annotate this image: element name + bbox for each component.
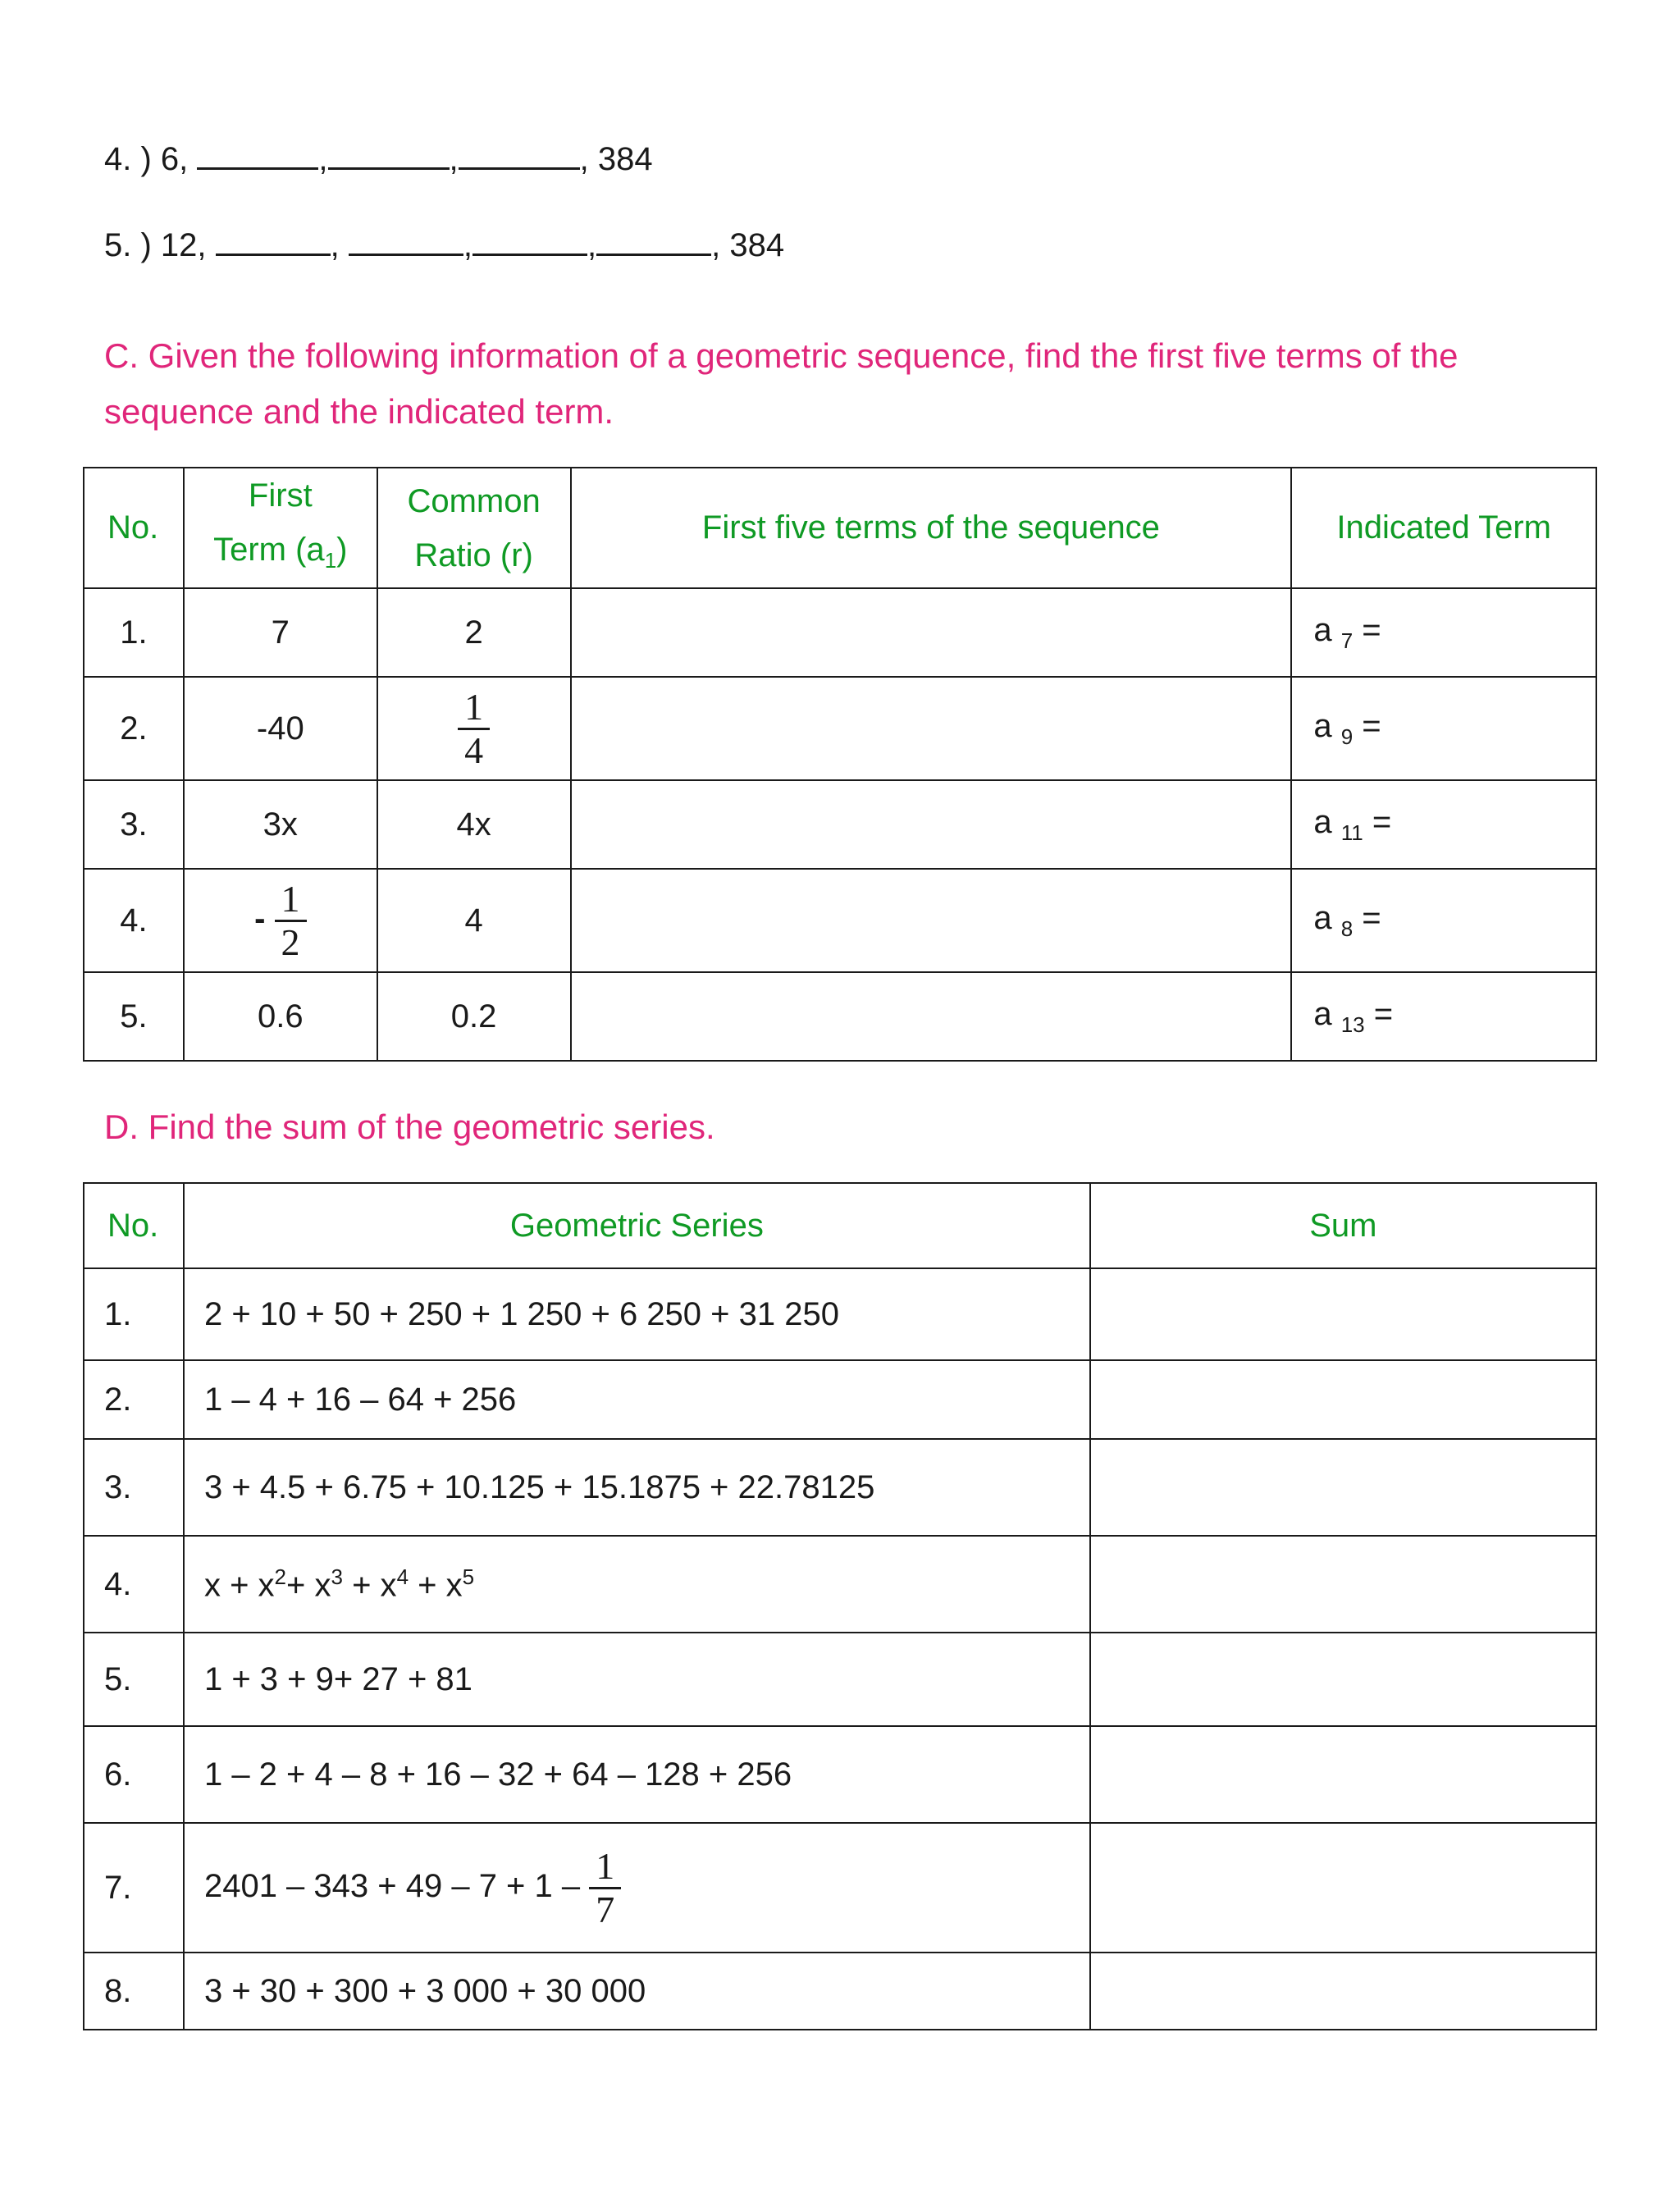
header-five-terms: First five terms of the sequence [571,468,1292,588]
series-expression: $x + x^2+ x^3 + x^4 + x^5$ [184,1536,1090,1633]
common-ratio: 4x [377,780,571,869]
table-row [84,1823,1596,1953]
series-expression: 2 + 10 + 50 + 250 + 1 250 + 6 250 + 31 250 [184,1268,1090,1360]
answer-blank[interactable] [216,226,331,256]
row-number: 5. [84,1633,184,1726]
common-ratio: 2 [377,588,571,677]
sum-answer[interactable] [1090,1633,1596,1726]
first-term: 7 [184,588,377,677]
item-number: 4. ) 6, [104,141,189,177]
series-table [83,1182,1597,2030]
series-expression: 1 – 2 + 4 – 8 + 16 – 32 + 64 – 128 + 256 [184,1726,1090,1823]
table-row [84,1439,1596,1536]
table-row [84,1360,1596,1439]
header-sum: Sum [1090,1183,1596,1268]
row-number: 7. [84,1823,184,1953]
table-row [84,1633,1596,1726]
indicated-term-cell[interactable]: a $_8$ = [1291,869,1596,972]
series-expression: 1 + 3 + 9+ 27 + 81 [184,1633,1090,1726]
table-row [84,869,1596,972]
sum-answer[interactable] [1090,1726,1596,1823]
table-row [84,588,1596,677]
header-series: Geometric Series [184,1183,1090,1268]
five-terms-answer[interactable] [571,588,1292,677]
answer-blank[interactable] [596,226,711,256]
fraction: $\frac{1}{7}$ [589,1846,621,1930]
last-term: 384 [597,141,653,177]
indicated-term-cell[interactable]: a $_9$ = [1291,677,1596,780]
section-d-heading: D. Find the sum of the geometric series. [104,1108,715,1146]
heading-line: C. Given the following information of a geometric sequence, find the first five terms of the [104,336,1459,375]
five-terms-answer[interactable] [571,972,1292,1061]
answer-blank[interactable] [472,226,587,256]
answer-blank[interactable] [459,139,580,170]
header-text: First [248,477,313,514]
last-term: 384 [729,227,785,263]
table-row [84,1726,1596,1823]
sequence-item-4: 4. ) 6, , , , 384 [104,141,653,177]
indicated-term-cell[interactable]: a $_{13}$ = [1291,972,1596,1061]
first-term: 0.6 [184,972,377,1061]
header-first-term [184,468,377,588]
first-term: -40 [184,677,377,780]
sum-answer[interactable] [1090,1360,1596,1439]
common-ratio: 4 [377,869,571,972]
answer-blank[interactable] [197,139,318,170]
five-terms-answer[interactable] [571,780,1292,869]
indicated-term-cell[interactable]: a $_{11}$ = [1291,780,1596,869]
sequence-table [83,467,1597,1062]
row-number: 5. [84,972,184,1061]
first-term: 3x [184,780,377,869]
indicated-term-cell[interactable]: a $_7$ = [1291,588,1596,677]
table-row [84,1536,1596,1633]
row-number: 4. [84,1536,184,1633]
five-terms-answer[interactable] [571,869,1292,972]
sum-answer[interactable] [1090,1536,1596,1633]
section-c-heading [104,328,1458,440]
header-no: No. [84,1183,184,1268]
item-number: 5. ) 12, [104,227,207,263]
heading-line: sequence and the indicated term. [104,392,614,431]
first-term: - $\frac{1}{2}$ [184,869,377,972]
answer-blank[interactable] [349,226,463,256]
common-ratio: 0.2 [377,972,571,1061]
row-number: 3. [84,780,184,869]
table-row [84,972,1596,1061]
answer-blank[interactable] [328,139,450,170]
header-common-ratio [377,468,571,588]
five-terms-answer[interactable] [571,677,1292,780]
series-expression: 1 – 4 + 16 – 64 + 256 [184,1360,1090,1439]
sum-answer[interactable] [1090,1823,1596,1953]
header-no: No. [84,468,184,588]
row-number: 1. [84,588,184,677]
series-expression: 2401 – 343 + 49 – 7 + 1 – $\frac{1}{7}$ [184,1823,1090,1953]
fraction: $\frac{1}{4}$ [458,687,490,771]
fraction: $\frac{1}{2}$ [275,879,307,963]
row-number: 6. [84,1726,184,1823]
table-row [84,1953,1596,2030]
row-number: 8. [84,1953,184,2030]
header-text: Common [407,482,541,519]
header-text: Ratio (r) [414,537,533,573]
table-header-row [84,468,1596,588]
sum-answer[interactable] [1090,1439,1596,1536]
row-number: 4. [84,869,184,972]
row-number: 3. [84,1439,184,1536]
table-row [84,780,1596,869]
series-expression: 3 + 4.5 + 6.75 + 10.125 + 15.1875 + 22.78125 [184,1439,1090,1536]
row-number: 1. [84,1268,184,1360]
common-ratio [377,677,571,780]
table-row [84,677,1596,780]
header-indicated-term: Indicated Term [1291,468,1596,588]
table-row [84,1268,1596,1360]
sum-answer[interactable] [1090,1953,1596,2030]
header-text: Term $(a_1)$ [213,532,348,573]
sum-answer[interactable] [1090,1268,1596,1360]
row-number: 2. [84,677,184,780]
sequence-item-5: 5. ) 12, , , , , 384 [104,227,785,263]
series-expression: 3 + 30 + 300 + 3 000 + 30 000 [184,1953,1090,2030]
table-header-row [84,1183,1596,1268]
row-number: 2. [84,1360,184,1439]
